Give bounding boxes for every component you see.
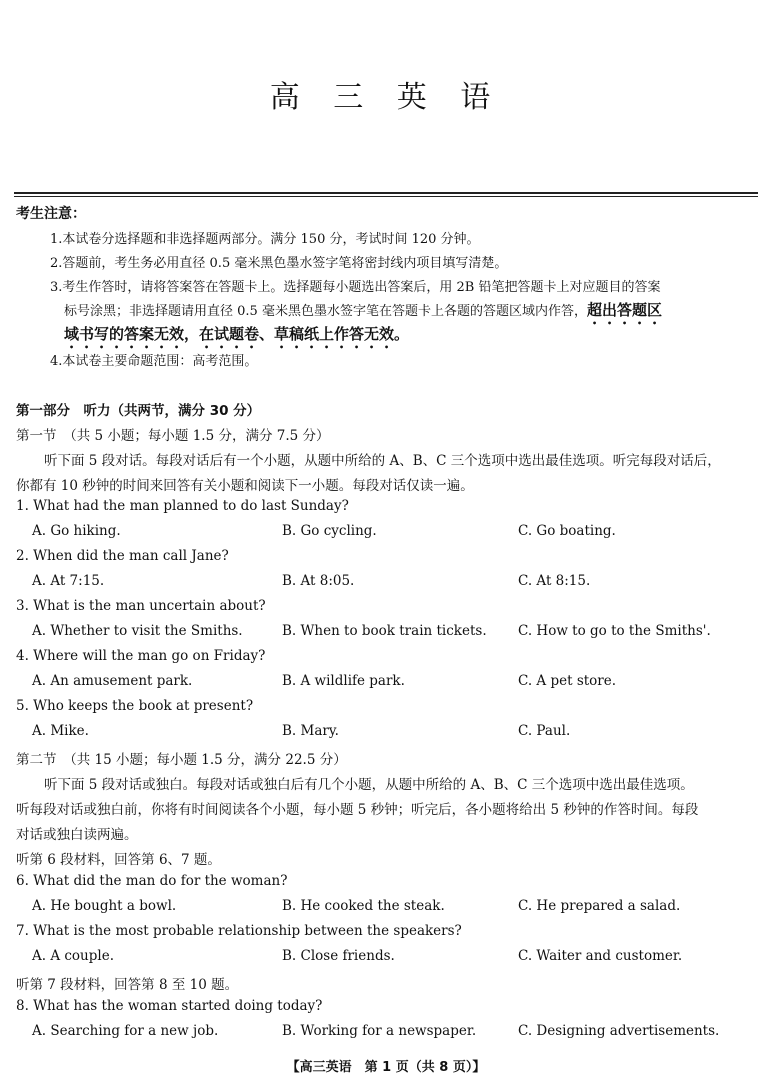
q1-option-b: B. Go cycling.	[282, 523, 377, 539]
q4-option-a: A. An amusement park.	[32, 673, 193, 689]
notice-item-3-line3-bold: 域书写的答案无效，在试题卷、草稿纸上作答无效。	[64, 325, 410, 343]
notice-item-4: 4.本试卷主要命题范围：高考范围。	[50, 354, 258, 369]
q5-option-a: A. Mike.	[32, 723, 89, 739]
question-1: 1. What had the man planned to do last Sunday?	[16, 498, 349, 514]
notice-item-3-line1: 3.考生作答时，请将答案答在答题卡上。选择题每小题选出答案后，用 2B 铅笔把答题卡上对应题目的答案	[50, 280, 661, 295]
section2-instruction-3: 对话或独白读两遍。	[16, 827, 138, 843]
section1-instruction-1: 听下面 5 段对话。每段对话后有一个小题，从题中所给的 A、B、C 三个选项中选出最佳选项。听完每段对话后，	[44, 453, 721, 469]
material-7-heading: 听第 7 段材料，回答第 8 至 10 题。	[16, 977, 239, 993]
q7-option-a: A. A couple.	[32, 948, 114, 964]
section2-header: 第二节 （共 15 小题；每小题 1.5 分，满分 22.5 分）	[16, 752, 347, 768]
q4-option-b: B. A wildlife park.	[282, 673, 405, 689]
section2-instruction-1: 听下面 5 段对话或独白。每段对话或独白后有几个小题，从题中所给的 A、B、C 三个选项中选出最佳选项。	[44, 777, 694, 793]
question-7: 7. What is the most probable relationship between the speakers?	[16, 923, 462, 939]
q8-option-a: A. Searching for a new job.	[32, 1023, 219, 1039]
notice-item-3-line2-normal: 标号涂黑；非选择题请用直径 0.5 毫米黑色墨水签字笔在答题卡上各题的答题区域内作答，	[64, 304, 587, 319]
question-2: 2. When did the man call Jane?	[16, 548, 229, 564]
section1-header: 第一节 （共 5 小题；每小题 1.5 分，满分 7.5 分）	[16, 428, 330, 444]
q3-option-c: C. How to go to the Smiths'.	[518, 623, 711, 639]
header-divider	[14, 192, 758, 194]
q3-option-b: B. When to book train tickets.	[282, 623, 487, 639]
q1-option-a: A. Go hiking.	[32, 523, 121, 539]
q5-option-c: C. Paul.	[518, 723, 571, 739]
part1-title: 第一部分 听力（共两节，满分 30 分）	[16, 403, 261, 419]
notice-item-1: 1.本试卷分选择题和非选择题两部分。满分 150 分，考试时间 120 分钟。	[50, 232, 480, 247]
q2-option-b: B. At 8:05.	[282, 573, 355, 589]
section2-instruction-2: 听每段对话或独白前，你将有时间阅读各个小题，每小题 5 秒钟；听完后，各小题将给出 5 秒钟的作答时间。每段	[16, 802, 699, 818]
question-6: 6. What did the man do for the woman?	[16, 873, 288, 889]
question-3: 3. What is the man uncertain about?	[16, 598, 266, 614]
question-8: 8. What has the woman started doing today?	[16, 998, 323, 1014]
q1-option-c: C. Go boating.	[518, 523, 616, 539]
q3-option-a: A. Whether to visit the Smiths.	[32, 623, 243, 639]
q8-option-b: B. Working for a newspaper.	[282, 1023, 477, 1039]
q8-option-c: C. Designing advertisements.	[518, 1023, 720, 1039]
q6-option-c: C. He prepared a salad.	[518, 898, 681, 914]
question-5: 5. Who keeps the book at present?	[16, 698, 254, 714]
q6-option-a: A. He bought a bowl.	[32, 898, 177, 914]
q7-option-c: C. Waiter and customer.	[518, 948, 683, 964]
q5-option-b: B. Mary.	[282, 723, 339, 739]
q2-option-a: A. At 7:15.	[32, 573, 105, 589]
q7-option-b: B. Close friends.	[282, 948, 395, 964]
question-4: 4. Where will the man go on Friday?	[16, 648, 266, 664]
q6-option-b: B. He cooked the steak.	[282, 898, 445, 914]
page-footer: 【高三英语 第 1 页（共 8 页）】	[286, 1060, 486, 1075]
q2-option-c: C. At 8:15.	[518, 573, 591, 589]
q4-option-c: C. A pet store.	[518, 673, 617, 689]
page-title: 高 三 英 语	[269, 80, 503, 115]
material-6-heading: 听第 6 段材料，回答第 6、7 题。	[16, 852, 221, 868]
header-divider-thin	[14, 196, 758, 197]
notice-item-2: 2.答题前，考生务必用直径 0.5 毫米黑色墨水签字笔将密封线内项目填写清楚。	[50, 256, 508, 271]
notice-item-3-line2-bold: 超出答题区	[586, 301, 662, 319]
notice-heading: 考生注意：	[16, 206, 86, 222]
section1-instruction-2: 你都有 10 秒钟的时间来回答有关小题和阅读下一小题。每段对话仅读一遍。	[16, 478, 474, 494]
